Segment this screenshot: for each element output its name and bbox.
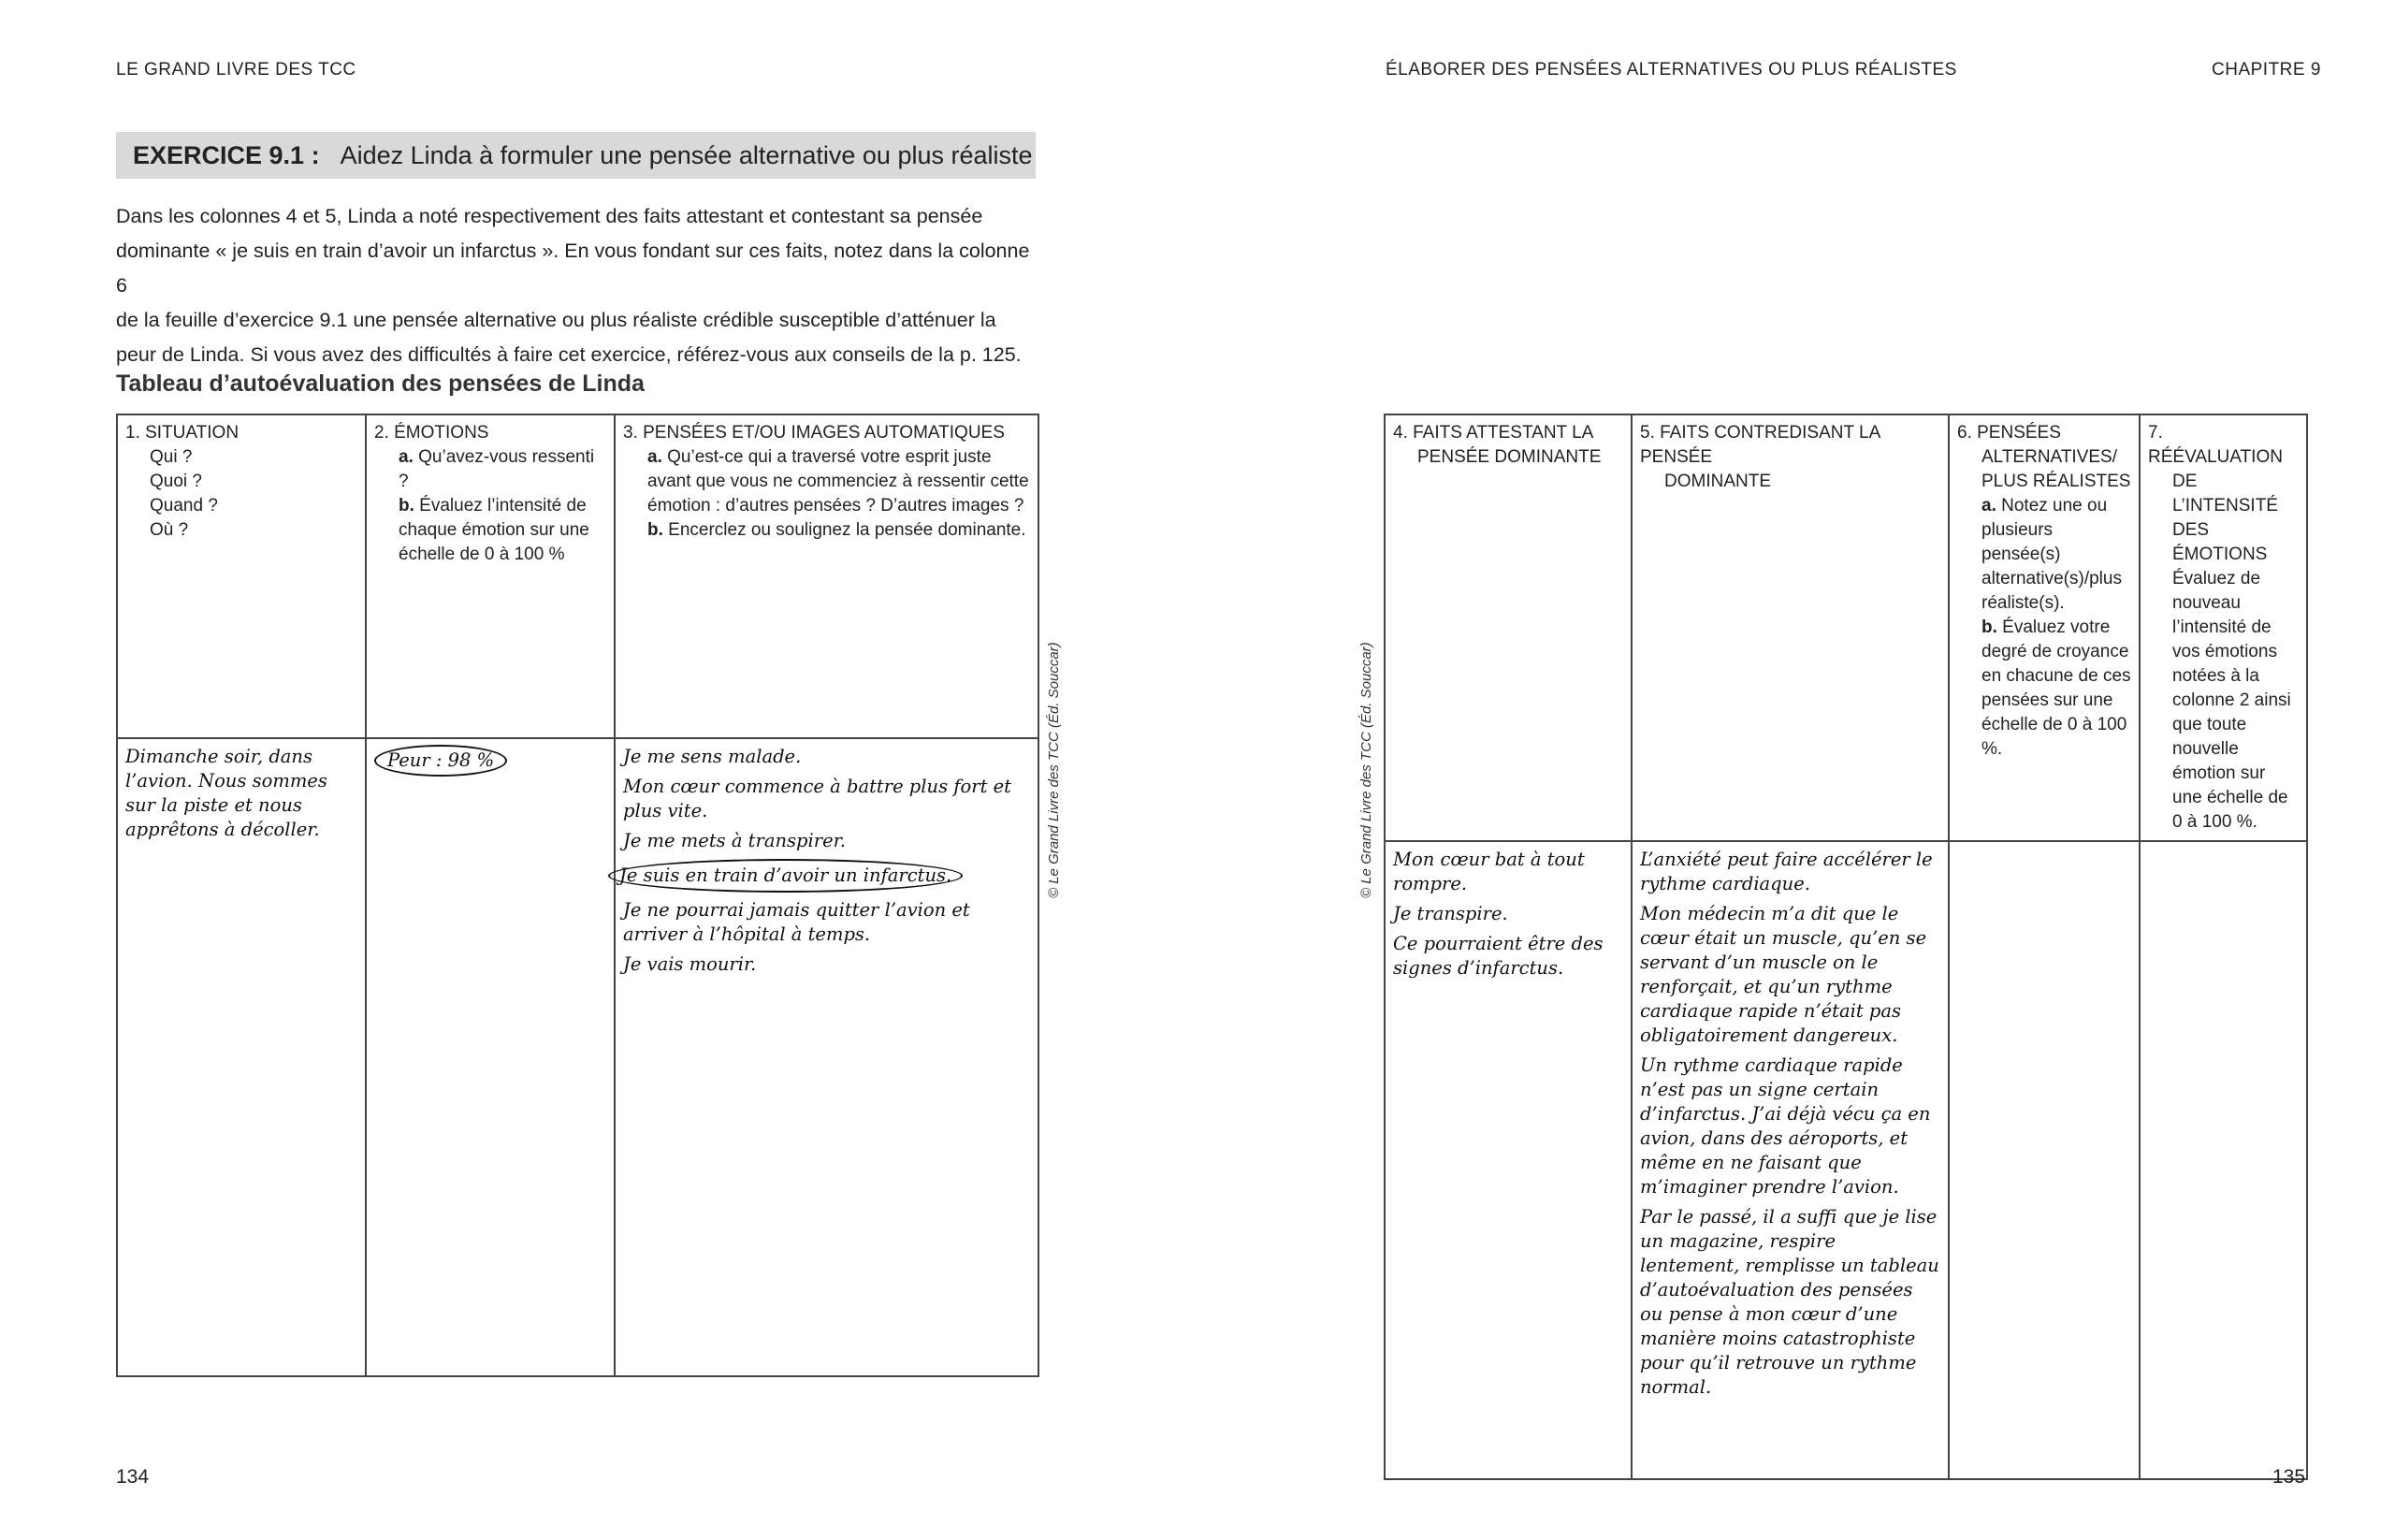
column-header-facts-for <box>1385 414 1632 841</box>
table-header-row <box>117 414 1038 738</box>
table-header-row <box>1385 414 2307 841</box>
table-entry-row <box>1385 841 2307 1479</box>
fact-line: Par le passé, il a suffi que je lise un magazine, respire lentement, remplisse un tableau d’autoévaluation des pensées ou pense à mon cœur d’une manière moins catastrophiste pour qu’il retrouve un rythme normal. <box>1640 1206 1939 1398</box>
column-title: ALTERNATIVES/ <box>1981 447 2117 467</box>
column-title: 7. RÉÉVALUATION <box>2148 423 2283 467</box>
intro-line: dominante « je suis en train d’avoir un infarctus ». En vous fondant sur ces faits, notez dans la colonne 6 <box>116 240 1030 297</box>
exercise-label: EXERCICE 9.1 : <box>133 140 320 169</box>
entry-reevaluation[interactable] <box>2140 841 2307 1479</box>
prompt-letter: b. <box>647 520 663 540</box>
prompt-letter: a. <box>399 447 414 467</box>
column-title: DE L’INTENSITÉ <box>2172 472 2278 516</box>
prompt-text: Évaluez votre degré de croyance en chacune de ces pensées sur une échelle de 0 à 100 %. <box>1981 617 2131 759</box>
running-head-title: ÉLABORER DES PENSÉES ALTERNATIVES OU PLUS RÉALISTES <box>1386 60 1957 80</box>
page-number: 134 <box>116 1466 150 1488</box>
prompt-a <box>623 445 1030 518</box>
prompt-a <box>374 445 606 494</box>
thought-line: Je ne pourrai jamais quitter l’avion et arriver à l’hôpital à temps. <box>623 899 970 945</box>
copyright-vertical: © Le Grand Livre des TCC (Éd. Souccar) <box>1046 642 1062 898</box>
running-head-chapter: CHAPITRE 9 <box>2212 60 2321 80</box>
prompt-line: Quoi ? <box>150 472 202 491</box>
prompt-letter: b. <box>1981 617 1997 637</box>
entry-facts-for <box>1385 841 1632 1479</box>
column-title: PENSÉE DOMINANTE <box>1417 447 1602 467</box>
entry-thoughts <box>615 738 1038 1376</box>
column-title: DES ÉMOTIONS <box>2172 520 2268 564</box>
self-assessment-table-left <box>116 414 1039 1377</box>
thought-line: Mon cœur commence à battre plus fort et plus vite. <box>623 776 1011 821</box>
prompt-line: Quand ? <box>150 496 218 516</box>
thought-line: Je vais mourir. <box>623 953 757 975</box>
exercise-title: Aidez Linda à formuler une pensée alternative ou plus réaliste <box>340 140 1033 169</box>
intro-line: peur de Linda. Si vous avez des difficultés à faire cet exercice, référez-vous aux conseils de la p. 125. <box>116 343 1022 366</box>
column-header-emotions <box>366 414 615 738</box>
intro-line: Dans les colonnes 4 et 5, Linda a noté respectivement des faits attestant et contestant sa pensée <box>116 205 983 227</box>
handwritten-entry: Dimanche soir, dans l’avion. Nous sommes sur la piste et nous apprêtons à décoller. <box>125 746 327 840</box>
column-header-facts-against <box>1632 414 1949 841</box>
thought-line: Je me sens malade. <box>623 746 802 767</box>
fact-line: Mon médecin m’a dit que le cœur était un muscle, qu’en se servant d’un muscle on le renforçait, et qu’un rythme cardiaque rapide n’était pas obligatoirement dangereux. <box>1640 903 1927 1046</box>
column-title: 6. PENSÉES <box>1957 423 2061 443</box>
entry-facts-against <box>1632 841 1949 1479</box>
fact-line: Mon cœur bat à tout rompre. <box>1393 849 1585 894</box>
column-header-reevaluation <box>2140 414 2307 841</box>
column-header-situation <box>117 414 366 738</box>
entry-alternative-thoughts[interactable] <box>1949 841 2140 1479</box>
running-head: LE GRAND LIVRE DES TCC <box>116 60 356 80</box>
self-assessment-table-right <box>1384 414 2308 1480</box>
exercise-banner <box>116 132 1036 179</box>
column-title: 1. SITUATION <box>125 423 240 443</box>
column-title: PLUS RÉALISTES <box>1981 472 2131 491</box>
fact-line: Ce pourraient être des signes d’infarctus. <box>1393 933 1604 979</box>
prompt-b <box>1957 616 2131 762</box>
prompt-line: Où ? <box>150 520 189 540</box>
intro-paragraph <box>116 199 1042 372</box>
table-entry-row <box>117 738 1038 1376</box>
column-title: 5. FAITS CONTREDISANT LA PENSÉE <box>1640 423 1880 467</box>
fact-line: Un rythme cardiaque rapide n’est pas un signe certain d’infarctus. J’ai déjà vécu ça en avion, dans des aéroports, et même en ne faisant que m’imaginer prendre l’avion. <box>1640 1054 1931 1198</box>
prompt-text: Évaluez de nouveau l’intensité de vos émotions notées à la colonne 2 ainsi que toute nouvelle émotion sur une échelle de 0 à 100 %. <box>2172 569 2291 832</box>
dominant-thought-circled: Je suis en train d’avoir un infarctus. <box>608 859 963 893</box>
fact-line: Je transpire. <box>1393 903 1508 924</box>
prompt-text: Notez une ou plusieurs pensée(s) alternative(s)/plus réaliste(s). <box>1981 496 2122 613</box>
column-header-thoughts <box>615 414 1038 738</box>
prompt-text: Qu’est-ce qui a traversé votre esprit juste avant que vous ne commenciez à ressentir cette émotion : d’autres pensées ? D’autres images ? <box>647 447 1029 516</box>
prompt-line: Qui ? <box>150 447 193 467</box>
column-title: 3. PENSÉES ET/OU IMAGES AUTOMATIQUES <box>623 423 1005 443</box>
page-number: 135 <box>2272 1466 2306 1488</box>
fact-line: L’anxiété peut faire accélérer le rythme cardiaque. <box>1640 849 1933 894</box>
prompt-text: Évaluez l’intensité de chaque émotion sur une échelle de 0 à 100 % <box>399 496 589 564</box>
prompt-text: Encerclez ou soulignez la pensée dominante. <box>662 520 1026 540</box>
table-title: Tableau d’autoévaluation des pensées de Linda <box>116 370 645 397</box>
right-page <box>1198 0 2395 1540</box>
prompt-letter: b. <box>399 496 414 516</box>
thought-line: Je me mets à transpirer. <box>623 830 846 851</box>
prompt-b <box>623 518 1030 543</box>
column-title: DOMINANTE <box>1664 472 1771 491</box>
prompt-letter: a. <box>1981 496 1996 516</box>
prompt-text: Qu’avez-vous ressenti ? <box>399 447 595 491</box>
entry-situation <box>117 738 366 1376</box>
copyright-vertical: © Le Grand Livre des TCC (Éd. Souccar) <box>1358 642 1374 898</box>
circled-emotion: Peur : 98 % <box>374 745 507 777</box>
prompt-b <box>374 494 606 567</box>
column-header-alternative-thoughts <box>1949 414 2140 841</box>
prompt-a <box>1957 494 2131 616</box>
intro-line: de la feuille d’exercice 9.1 une pensée alternative ou plus réaliste crédible susceptible d’atténuer la <box>116 309 996 331</box>
column-title: 4. FAITS ATTESTANT LA <box>1393 423 1594 443</box>
prompt-letter: a. <box>647 447 662 467</box>
column-title: 2. ÉMOTIONS <box>374 423 489 443</box>
entry-emotion <box>366 738 615 1376</box>
